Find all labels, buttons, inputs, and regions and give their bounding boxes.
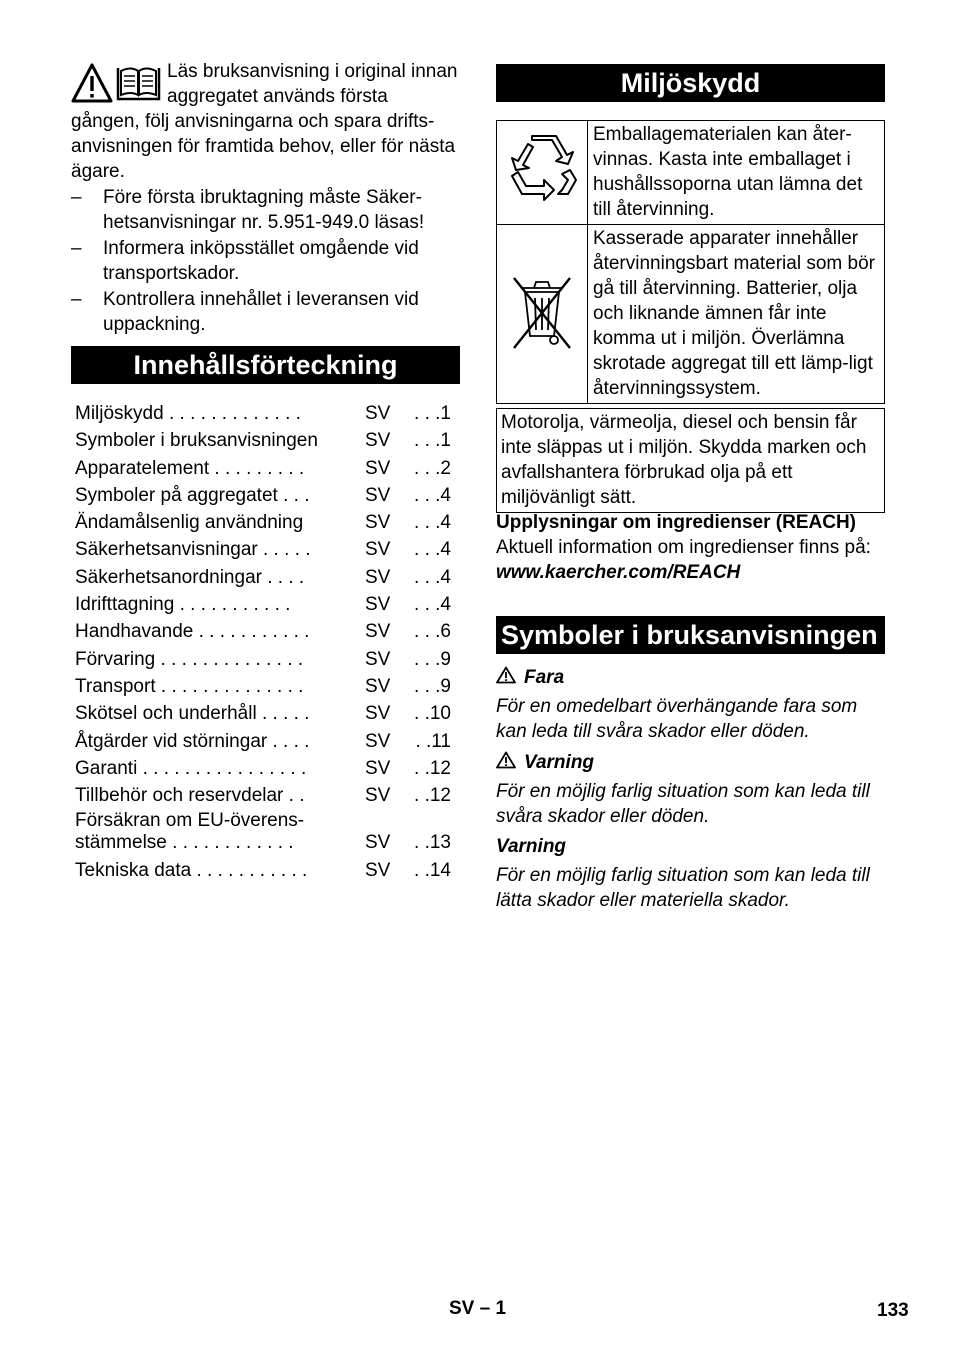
- reach-section: [496, 510, 885, 585]
- toc-entry[interactable]: Säkerhetsanordningar . . . . SV . . .4: [75, 566, 451, 588]
- intro-item: – Före första ibruktagning måste Säker-hetsanvisningar nr. 5.951-949.0 läsas!: [71, 187, 425, 233]
- toc-heading: Innehållsförteckning: [71, 346, 460, 384]
- intro-icons: [71, 62, 161, 106]
- varning2-label: Varning: [496, 836, 567, 857]
- manual-book-icon: [118, 68, 159, 99]
- warning-triangle-icon: [71, 62, 161, 106]
- toc-entry[interactable]: Skötsel och underhåll . . . . . SV . .10: [75, 703, 451, 725]
- reach-title: Upplysningar om ingredienser (REACH): [496, 512, 856, 533]
- env-table: [496, 120, 885, 404]
- footer-lang-page: SV – 1: [449, 1298, 507, 1319]
- toc-entry[interactable]: Tekniska data . . . . . . . . . . . SV . .14: [75, 860, 451, 882]
- intro-section: [71, 59, 460, 337]
- toc-entry[interactable]: Ändamålsenlig användning SV . . .4: [75, 512, 451, 534]
- warning-icon: [496, 751, 516, 769]
- toc-entry[interactable]: Säkerhetsanvisningar . . . . . SV . . .4: [75, 539, 451, 561]
- toc-entry[interactable]: Apparatelement . . . . . . . . . SV . . .2: [75, 457, 451, 479]
- toc-entry[interactable]: Idrifttagning . . . . . . . . . . . SV . . .4: [75, 594, 451, 616]
- toc-entry[interactable]: Miljöskydd . . . . . . . . . . . . . SV . . .1: [75, 403, 451, 424]
- warning-icon: [496, 666, 516, 684]
- fara-text: För en omedelbart överhängande fara som kan leda till svåra skador eller döden.: [496, 696, 858, 742]
- toc-entry[interactable]: Symboler på aggregatet . . . SV . . .4: [75, 484, 451, 506]
- table-of-contents: [75, 400, 460, 885]
- toc-entry[interactable]: Förvaring . . . . . . . . . . . . . . SV . . .9: [75, 648, 451, 670]
- toc-entry[interactable]: Tillbehör och reservdelar . . SV . .12: [75, 785, 451, 807]
- toc-entry[interactable]: Försäkran om EU-överens-stämmelse . . . . . . . . . . . . SV . .13: [75, 810, 451, 854]
- crossed-bin-icon: [510, 272, 574, 352]
- recycle-cell: [497, 121, 588, 225]
- disposal-text: Kasserade apparater innehåller återvinningsbart material som bör gå till återvinning. Batterier, olja och liknande ämnen får inte komma ut i miljön. Överlämna skrotade aggregat till ett lämp-ligt återvinningssystem.: [588, 225, 885, 404]
- toc-entry[interactable]: Åtgärder vid störningar . . . . SV . .11: [75, 730, 451, 752]
- recycle-icon: [504, 130, 580, 210]
- toc-entry[interactable]: Garanti . . . . . . . . . . . . . . . . SV . .12: [75, 757, 451, 779]
- oil-notice: Motorolja, värmeolja, diesel och bensin får inte släppas ut i miljön. Skydda marken och avfallshantera förbrukad olja på ett miljövänligt sätt.: [496, 408, 885, 513]
- toc-entry[interactable]: Handhavande . . . . . . . . . . . SV . . .6: [75, 621, 451, 643]
- symbols-heading: Symboler i bruksanvisningen: [496, 616, 885, 654]
- env-heading: Miljöskydd: [496, 64, 885, 102]
- page-number: 133: [877, 1300, 909, 1321]
- fara-label: Fara: [496, 665, 885, 690]
- table-row: [497, 121, 885, 225]
- intro-text: Läs bruksanvisning i original innan aggregatet används första gången, följ anvisningarna och spara drifts-anvisningen för framtida behov, eller för nästa ägare.: [71, 61, 458, 182]
- intro-item: – Kontrollera innehållet i leveransen vid uppackning.: [71, 289, 419, 335]
- table-row: [497, 225, 885, 404]
- reach-link[interactable]: www.kaercher.com/REACH: [496, 562, 741, 583]
- reach-text: Aktuell information om ingredienser finns på:: [496, 537, 871, 558]
- packaging-text: Emballagematerialen kan åter-vinnas. Kasta inte emballaget i hushållssoporna utan lämna det till återvinning.: [588, 121, 885, 225]
- bin-cell: [497, 225, 588, 404]
- intro-item: – Informera inköpsstället omgående vid transportskador.: [71, 238, 419, 284]
- varning2-text: För en möjlig farlig situation som kan leda till lätta skador eller materiella skador.: [496, 865, 870, 911]
- varning1-text: För en möjlig farlig situation som kan leda till svåra skador eller döden.: [496, 781, 870, 827]
- toc-entry[interactable]: Transport . . . . . . . . . . . . . . SV . . .9: [75, 675, 451, 697]
- varning1-label: Varning: [496, 750, 885, 775]
- toc-entry[interactable]: Symboler i bruksanvisningen SV . . .1: [75, 430, 451, 452]
- symbols-section: [496, 665, 885, 913]
